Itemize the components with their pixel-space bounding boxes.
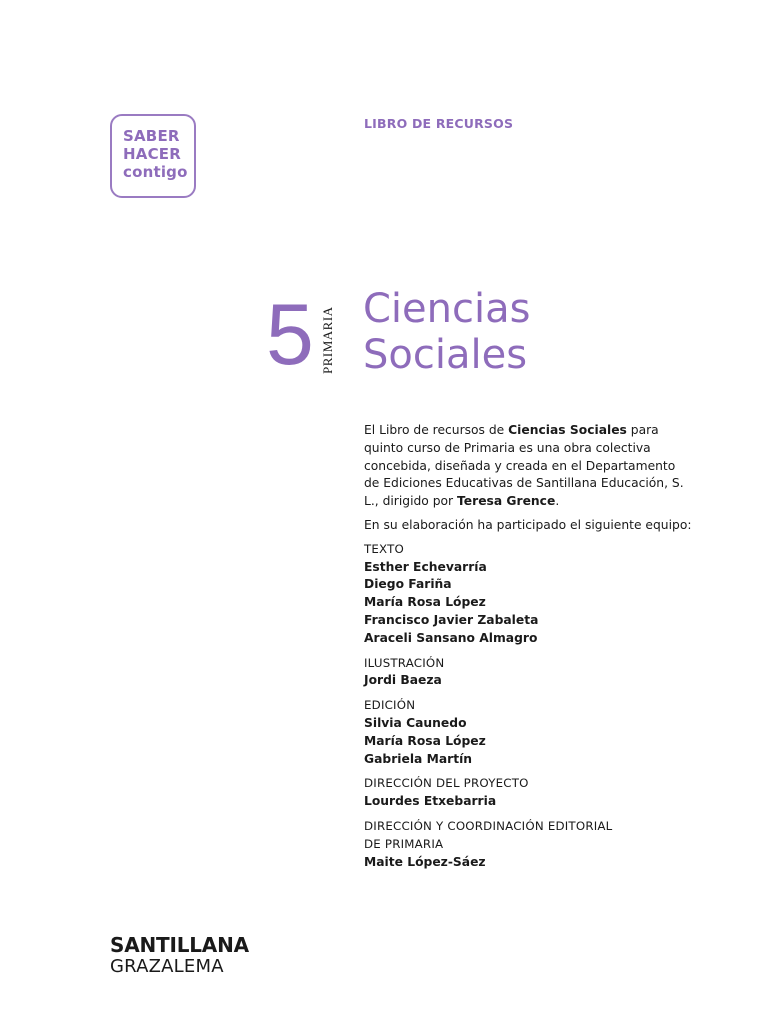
credit-role-continued: DE PRIMARIA <box>364 836 444 851</box>
logo-line-contigo: contigo <box>123 163 188 181</box>
credit-name: María Rosa López <box>364 595 486 610</box>
credit-name: María Rosa López <box>364 733 486 748</box>
team-intro: En su elaboración ha participado el siguiente equipo: <box>364 517 692 532</box>
logo-line-hacer: HACER <box>123 145 181 163</box>
book-type-label: LIBRO DE RECURSOS <box>364 116 514 131</box>
intro-paragraph <box>364 422 694 511</box>
credit-name: Gabriela Martín <box>364 751 473 766</box>
credit-name: Maite López-Sáez <box>364 854 486 869</box>
credit-role: DIRECCIÓN DEL PROYECTO <box>364 776 529 791</box>
credit-group-direccion-proyecto <box>364 775 694 811</box>
credit-name: Francisco Javier Zabaleta <box>364 612 539 627</box>
subject-title <box>363 286 530 378</box>
subject-title-line-2: Sociales <box>363 332 528 378</box>
credit-name: Araceli Sansano Almagro <box>364 630 538 645</box>
credit-name: Lourdes Etxebarria <box>364 794 497 809</box>
saber-hacer-contigo-logo <box>110 114 196 198</box>
intro-subject: Ciencias Sociales <box>508 423 627 437</box>
credit-group-ilustracion <box>364 655 694 691</box>
credit-group-direccion-editorial <box>364 818 694 871</box>
credit-name: Diego Fariña <box>364 577 452 592</box>
publisher-imprint: GRAZALEMA <box>110 956 224 977</box>
grade-level-label: PRIMARIA <box>320 306 335 374</box>
intro-text-3: . <box>555 494 560 509</box>
grade-number: 5 <box>266 287 314 383</box>
credit-role: ILUSTRACIÓN <box>364 655 445 670</box>
credit-role: EDICIÓN <box>364 698 416 713</box>
intro-director: Teresa Grence <box>457 494 556 509</box>
credit-role: TEXTO <box>364 541 405 556</box>
intro-text-1: El Libro de recursos de <box>364 423 509 437</box>
credit-name: Jordi Baeza <box>364 673 442 688</box>
publisher-logo <box>110 934 249 978</box>
publisher-name: SANTILLANA <box>110 933 249 957</box>
logo-line-saber: SABER <box>123 127 180 145</box>
credit-group-edicion <box>364 697 694 768</box>
intro-text-2: para quinto curso de Primaria es una obra colectiva concebida, diseñada y creada en el Departamento de Ediciones Educativas de Santillana Educación, S. L., dirigido por <box>364 423 684 509</box>
credit-name: Silvia Caunedo <box>364 715 467 730</box>
subject-title-line-1: Ciencias <box>363 286 531 332</box>
credit-name: Esther Echevarría <box>364 559 487 574</box>
credit-role: DIRECCIÓN Y COORDINACIÓN EDITORIAL <box>364 818 613 833</box>
credit-group-texto <box>364 541 694 648</box>
credits-section <box>364 422 694 878</box>
